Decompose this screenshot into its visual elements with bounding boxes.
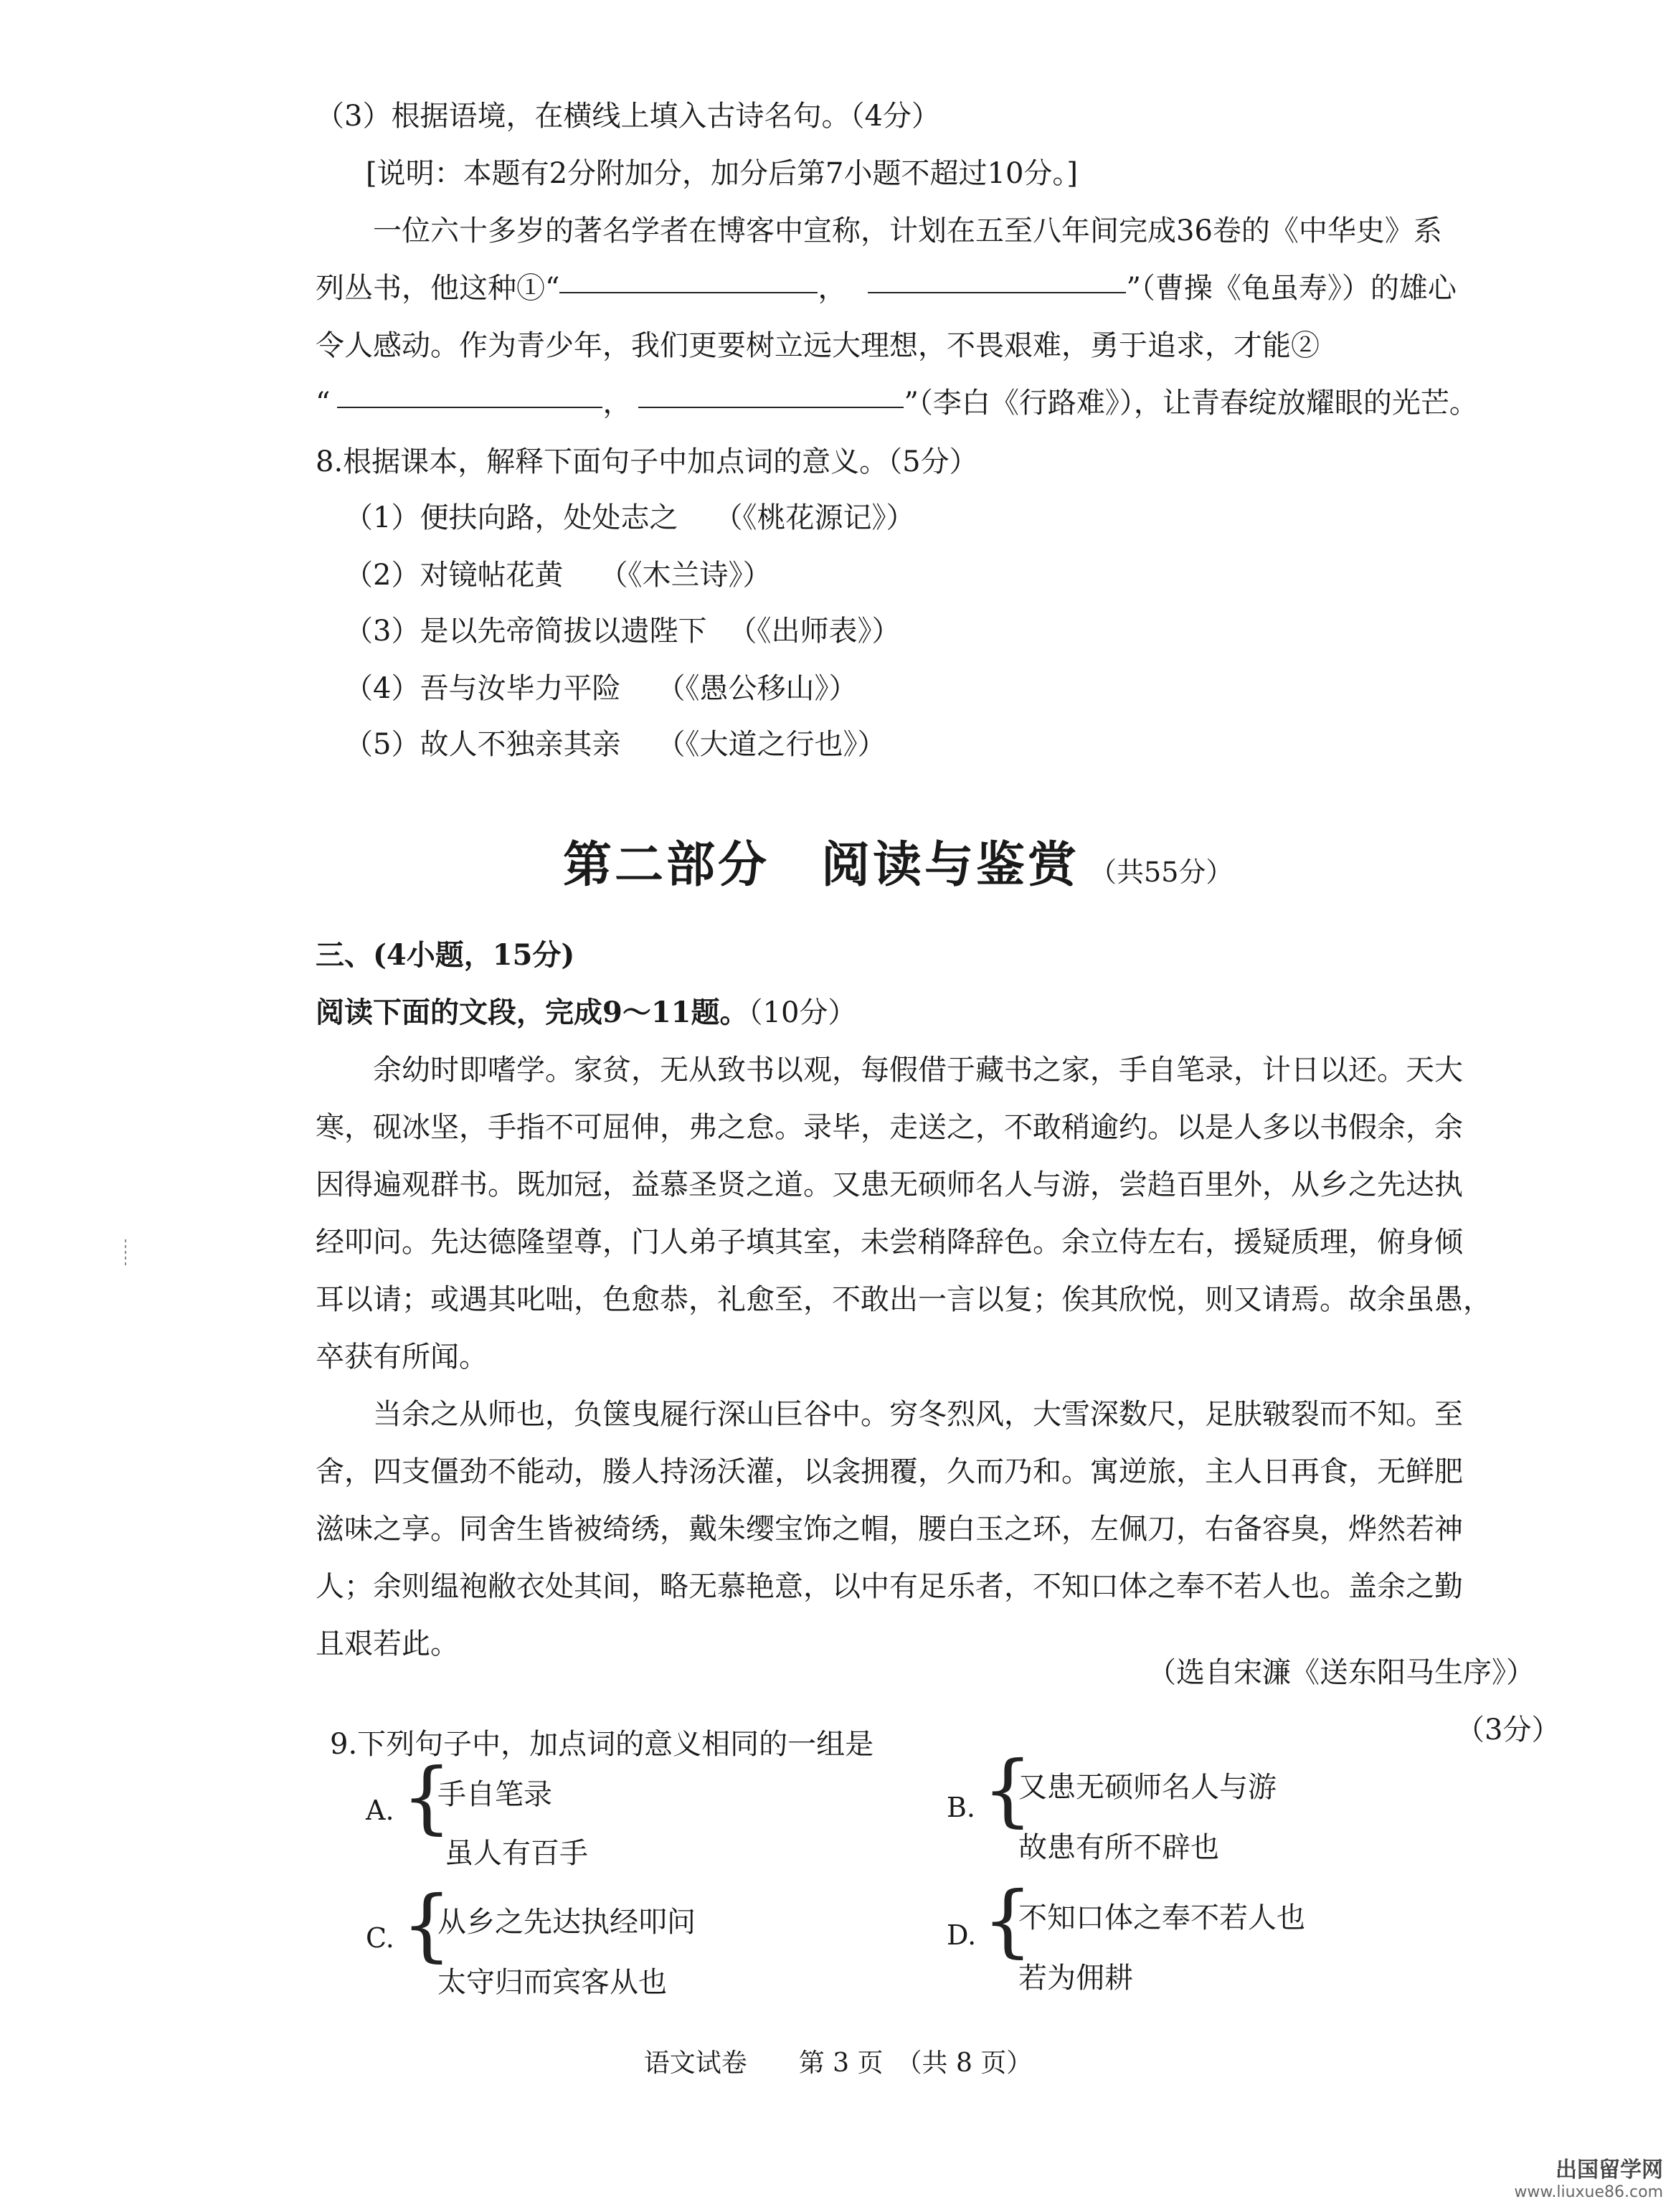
instruction-text: 阅读下面的文段，完成9～11题。 xyxy=(316,996,749,1029)
passage-line: 寒，砚冰坚，手指不可屈伸，弗之怠。录毕，走送之，不敢稍逾约。以是人多以书假余，余 xyxy=(316,1111,1463,1144)
q7-paragraph-line: 一位六十多岁的著名学者在博客中宣称，计划在五至八年间完成36卷的《中华史》系 xyxy=(373,214,1442,247)
part2-title xyxy=(563,826,1233,896)
scan-mark xyxy=(125,1239,126,1268)
part2-score: （共55分） xyxy=(1089,856,1234,888)
watermark-url: www.liuxue86.com xyxy=(1514,2183,1663,2201)
passage-source: （选自宋濂《送东阳马生序》） xyxy=(1147,1656,1535,1689)
q7-paragraph-line xyxy=(316,380,1478,421)
q7-note: [说明：本题有2分附加分，加分后第7小题不超过10分。] xyxy=(366,157,1079,190)
q8-item-source: （《木兰诗》） xyxy=(599,559,772,592)
option-a-line1: 手自笔录 xyxy=(437,1778,552,1811)
q8-item-source: （《愚公移山》） xyxy=(656,672,858,705)
passage-line: 余幼时即嗜学。家贫，无从致书以观，每假借于藏书之家，手自笔录，计日以还。天大 xyxy=(373,1054,1463,1087)
q8-item-num: （4） xyxy=(344,672,420,705)
option-c-letter[interactable]: C. xyxy=(366,1922,394,1954)
option-a-letter[interactable]: A. xyxy=(366,1795,394,1826)
option-d-letter[interactable]: D. xyxy=(947,1919,977,1951)
q8-item-text: 便扶向路，处处志之 xyxy=(420,501,678,534)
q8-item xyxy=(344,666,857,706)
watermark-name: 出国留学网 xyxy=(1556,2157,1663,2183)
q8-item xyxy=(344,722,886,762)
q8-item-text: 对镜帖花黄 xyxy=(420,559,564,592)
option-d-line2: 若为佣耕 xyxy=(1018,1962,1133,1995)
instruction-score: （10分） xyxy=(748,996,857,1029)
q8-item-num: （1） xyxy=(344,501,420,534)
brace-icon: { xyxy=(402,1751,452,1843)
q9-header: 9.下列句子中，加点词的意义相同的一组是 xyxy=(330,1728,874,1761)
q8-item-text: 故人不独亲其亲 xyxy=(420,728,621,761)
q7-paragraph-line: 令人感动。作为青少年，我们更要树立远大理想，不畏艰难，勇于追求，才能② xyxy=(316,329,1320,362)
q8-item-source: （《大道之行也》） xyxy=(656,728,886,761)
page-footer: 语文试卷 第 3 页 （共 8 页） xyxy=(643,2048,1033,2078)
q8-item xyxy=(344,608,900,649)
option-c-line2: 太守归而宾客从也 xyxy=(437,1966,667,1999)
q8-item-num: （3） xyxy=(344,615,420,648)
q7-text: ”（曹操《龟虽寿》）的雄心 xyxy=(1126,272,1457,305)
option-b-line2: 故患有所不辟也 xyxy=(1018,1831,1219,1864)
watermark xyxy=(1514,2157,1663,2202)
brace-icon: { xyxy=(983,1744,1033,1835)
q8-item-source: （《桃花源记》） xyxy=(714,501,915,534)
passage-line: 且艰若此。 xyxy=(316,1627,459,1660)
answer-blank-2a[interactable] xyxy=(337,402,602,408)
q7-text: ， xyxy=(818,272,847,305)
q9-score: （3分） xyxy=(1456,1714,1561,1747)
section3-instruction xyxy=(316,990,856,1031)
brace-icon: { xyxy=(983,1874,1033,1966)
q8-item-text: 吾与汝毕力平险 xyxy=(420,672,621,705)
brace-icon: { xyxy=(402,1878,452,1970)
q8-item-num: （2） xyxy=(344,559,420,592)
answer-blank-1b[interactable] xyxy=(868,288,1126,293)
q7-text: 列丛书，他这种①“ xyxy=(316,272,560,305)
q8-item-source: （《出师表》） xyxy=(728,615,901,648)
option-b-letter[interactable]: B. xyxy=(947,1792,976,1823)
answer-blank-1a[interactable] xyxy=(559,288,818,293)
passage-line: 人；余则缊袍敝衣处其间，略无慕艳意，以中有足乐者，不知口体之奉不若人也。盖余之勤 xyxy=(316,1570,1463,1603)
section3-header: 三、(4小题，15分) xyxy=(316,938,575,972)
q8-item-num: （5） xyxy=(344,728,420,761)
option-a-line2: 虽人有百手 xyxy=(445,1837,588,1870)
q8-item xyxy=(344,552,771,593)
passage-line: 卒获有所闻。 xyxy=(316,1341,488,1374)
option-d-line1: 不知口体之奉不若人也 xyxy=(1018,1901,1305,1934)
passage-line: 耳以请；或遇其叱咄，色愈恭，礼愈至，不敢出一言以复；俟其欣悦，则又请焉。故余虽愚， xyxy=(316,1283,1492,1316)
passage-line: 因得遍观群书。既加冠，益慕圣贤之道。又患无硕师名人与游，尝趋百里外，从乡之先达执 xyxy=(316,1168,1463,1201)
passage-line: 当余之从师也，负箧曳屣行深山巨谷中。穷冬烈风，大雪深数尺，足肤皲裂而不知。至 xyxy=(373,1398,1463,1431)
q7-text: ”（李白《行路难》），让青春绽放耀眼的光芒。 xyxy=(904,387,1478,420)
answer-blank-2b[interactable] xyxy=(638,402,904,408)
q7-text: “ xyxy=(316,387,331,420)
option-b-line1: 又患无硕师名人与游 xyxy=(1018,1771,1277,1804)
q8-item-text: 是以先帝简拔以遗陛下 xyxy=(420,615,707,648)
passage-line: 舍，四支僵劲不能动，媵人持汤沃灌，以衾拥覆，久而乃和。寓逆旅，主人日再食，无鲜肥 xyxy=(316,1455,1463,1488)
option-c-line1: 从乡之先达执经叩问 xyxy=(437,1906,696,1939)
q8-header: 8.根据课本，解释下面句子中加点词的意义。（5分） xyxy=(316,445,978,478)
q7-paragraph-line xyxy=(316,265,1457,306)
part2-title-text: 第二部分 阅读与鉴赏 xyxy=(563,836,1080,894)
passage-line: 滋味之享。同舍生皆被绮绣，戴朱缨宝饰之帽，腰白玉之环，左佩刀，右备容臭，烨然若神 xyxy=(316,1513,1463,1546)
q7-text: ， xyxy=(602,387,632,420)
q7-part3-header: （3）根据语境，在横线上填入古诗名句。（4分） xyxy=(316,100,940,133)
passage-line: 经叩问。先达德隆望尊，门人弟子填其室，未尝稍降辞色。余立侍左右，援疑质理，俯身倾 xyxy=(316,1226,1463,1259)
q8-item xyxy=(344,495,914,536)
